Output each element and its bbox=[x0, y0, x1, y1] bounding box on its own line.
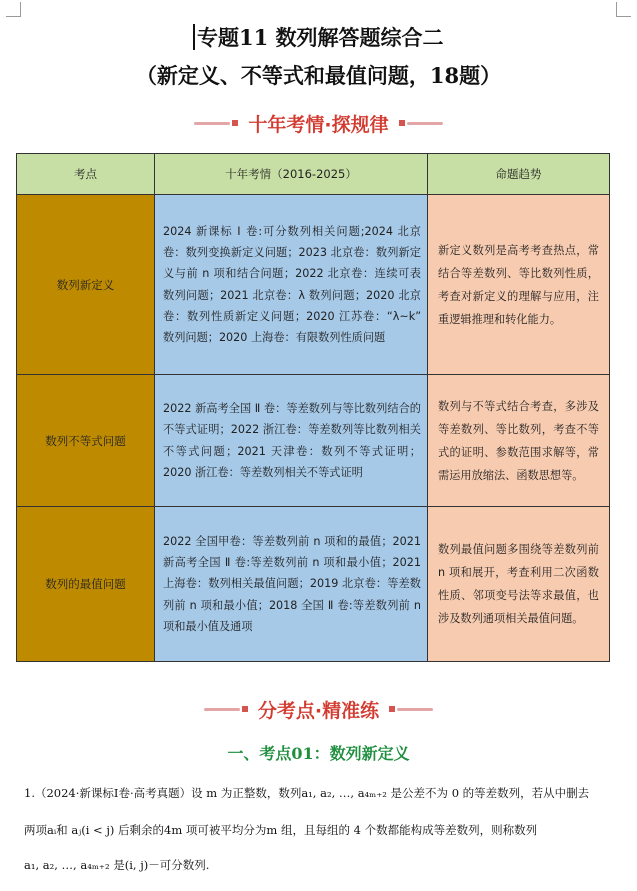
banner-decoration-right bbox=[387, 706, 433, 712]
question-line-1 bbox=[24, 778, 619, 808]
row-point: 数列的最值问题 bbox=[17, 507, 155, 662]
row-point: 数列不等式问题 bbox=[17, 375, 155, 507]
row-trend: 新定义数列是高考考查热点，常结合等差数列、等比数列性质，考查对新定义的理解与应用，注重逻辑推理和转化能力。 bbox=[428, 195, 610, 375]
row-trend: 数列与不等式结合考查，多涉及等差数列、等比数列，考查不等式的证明、参数范围求解等，常需运用放缩法、函数思想等。 bbox=[428, 375, 610, 507]
table-row bbox=[17, 507, 610, 662]
question-line-2: 两项aᵢ和 aⱼ(i < j) 后剩余的4m 项可被平均分为m 组，且每组的 4 个数都能构成等差数列，则称数列 bbox=[24, 823, 538, 837]
banner-decoration-left bbox=[204, 706, 250, 712]
banner-label: 分考点·精准练 bbox=[257, 699, 380, 722]
row-years: 2022 新高考全国 Ⅱ 卷：等差数列与等比数列结合的不等式证明；2022 浙江卷：等差数列等比数列相关不等式问题；2021 天津卷：数列不等式证明；2020 浙江卷：等差数列相关不等式证明 bbox=[155, 375, 428, 507]
text-cursor bbox=[193, 24, 195, 50]
banner-decoration-left bbox=[194, 120, 240, 126]
question-number: 1. bbox=[24, 786, 35, 800]
header-kaodian: 考点 bbox=[17, 154, 155, 195]
question-line-3: a₁, a₂, …, a₄ₘ₊₂ 是(i, j)－可分数列. bbox=[24, 858, 210, 872]
row-years: 2024 新课标 Ⅰ 卷:可分数列相关问题;2024 北京卷：数列变换新定义问题；2023 北京卷：数列新定义与前 n 项和结合问题；2022 北京卷：连续可表数列问题；2021 北京卷：λ 数列问题；2020 北京卷：数列性质新定义问题；2020 江苏卷：“λ~k” 数列问题；2020 上海卷：有限数列性质问题 bbox=[155, 195, 428, 375]
row-point: 数列新定义 bbox=[17, 195, 155, 375]
question-source: （2024·新课标Ⅰ卷·高考真题） bbox=[34, 786, 192, 800]
header-ten-years: 十年考情（2016-2025） bbox=[155, 154, 428, 195]
banner-label: 十年考情·探规律 bbox=[248, 113, 389, 136]
page-title: 专题11 数列解答题综合二 bbox=[0, 22, 637, 52]
banner-decoration-right bbox=[397, 120, 443, 126]
section-heading: 一、考点01：数列新定义 bbox=[227, 744, 410, 763]
question-text: 设 m 为正整数，数列a₁, a₂, …, a₄ₘ₊₂ 是公差不为 0 的等差数列，若从中删去 bbox=[191, 786, 590, 800]
page-corner-mark-left bbox=[6, 2, 21, 17]
page-subtitle: （新定义、不等式和最值问题，18题） bbox=[135, 63, 502, 88]
row-trend: 数列最值问题多围绕等差数列前 n 项和展开，考查利用二次函数性质、邻项变号法等求最值，也涉及数列通项相关最值问题。 bbox=[428, 507, 610, 662]
banner-practice bbox=[0, 694, 637, 724]
banner-ten-year-trends bbox=[0, 108, 637, 138]
header-trend: 命题趋势 bbox=[428, 154, 610, 195]
table-header-row bbox=[17, 154, 610, 195]
table-row bbox=[17, 375, 610, 507]
page-corner-mark-right bbox=[616, 2, 631, 17]
row-years: 2022 全国甲卷：等差数列前 n 项和的最值；2021 新高考全国 Ⅱ 卷:等差数列前 n 项和最小值；2021 上海卷：数列相关最值问题；2019 北京卷：等差数列前 n 项和最小值；2018 全国 Ⅱ 卷:等差数列前 n 项和最小值及通项 bbox=[155, 507, 428, 662]
table-row bbox=[17, 195, 610, 375]
trend-table bbox=[16, 153, 610, 662]
